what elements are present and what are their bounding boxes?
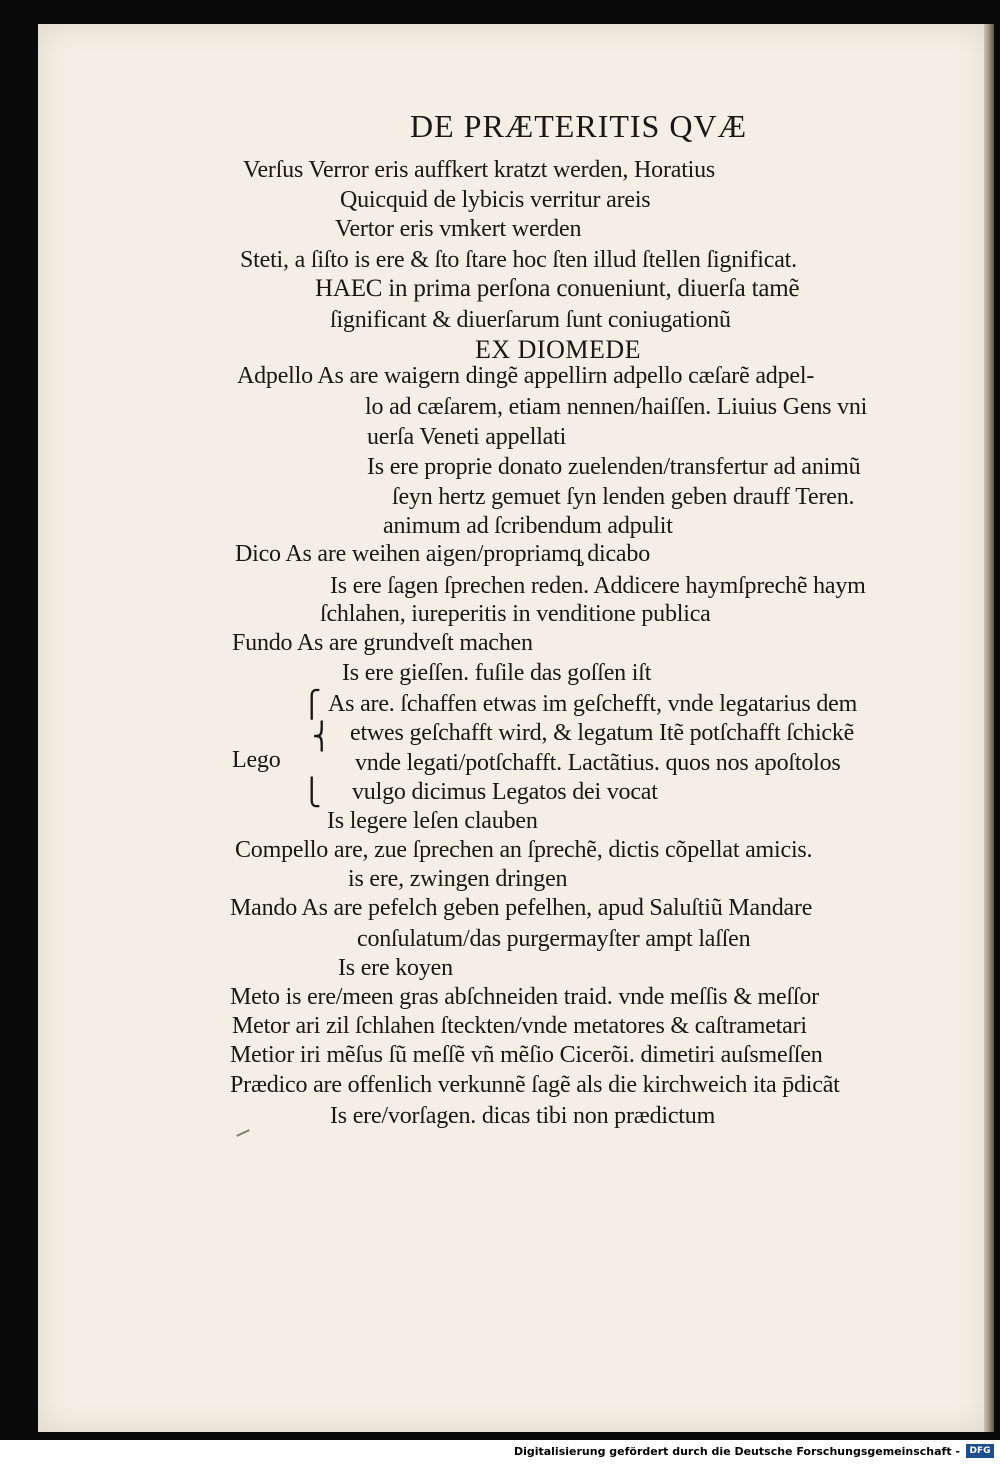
text-line: vnde legati/potſchafft. Lactãtius. quos nos apoſtolos: [355, 750, 841, 776]
text-line: Fundo As are grundveſt machen: [232, 630, 533, 656]
text-line: ſchlahen, iureperitis in venditione publica: [320, 601, 711, 627]
text-line: ſeyn hertz gemuet ſyn lenden geben drauff Teren.: [392, 484, 855, 510]
text-line: uerſa Veneti appellati: [367, 424, 567, 450]
text-line: Is ere koyen: [338, 955, 453, 981]
text-line: Is ere proprie donato zuelenden/transfertur ad animũ: [367, 454, 861, 480]
text-line: ſignificant & diuerſarum ſunt coniugationũ: [330, 307, 731, 333]
text-line: Adpello As are waigern dingẽ appellirn adpello cæſarẽ adpel-: [237, 363, 815, 389]
brace-bottom: ⎩: [302, 778, 322, 807]
text-line: vulgo dicimus Legatos dei vocat: [352, 779, 658, 805]
text-line: Steti, a ſiſto is ere & ſto ſtare hoc ſten illud ſtellen ſignificat.: [240, 247, 797, 273]
text-line: Metior iri mẽſus ſũ meſſẽ vñ mẽſio Cicerõi. dimetiri auſsmeſſen: [230, 1042, 823, 1068]
text-line: Is ere gieſſen. fuſile das goſſen iſt: [342, 660, 652, 686]
text-line: Compello are, zue ſprechen an ſprechẽ, dictis cõpellat amicis.: [235, 837, 813, 863]
text-line: Is ere ſagen ſprechen reden. Addicere haymſprechẽ haym: [330, 573, 866, 599]
page-heading: DE PRÆTERITIS QVÆ: [410, 108, 748, 144]
text-line: lo ad cæſarem, etiam nennen/haiſſen. Liuius Gens vni: [365, 394, 868, 420]
text-line: Dico As are weihen aigen/propriamq̧ dicabo: [235, 541, 650, 567]
section-heading: EX DIOMEDE: [475, 335, 642, 364]
text-line: conſulatum/das purgermayſter ampt laſſen: [357, 926, 751, 952]
text-line: etwes geſchafft wird, & legatum Itẽ potſchafft ſchickẽ: [350, 720, 855, 746]
footer-bar: [0, 1440, 1000, 1465]
brace-top: ⎧: [302, 690, 322, 719]
text-line: Mando As are pefelch geben pefelhen, apud Saluſtiũ Mandare: [230, 895, 813, 921]
text-line: Is ere/vorſagen. dicas tibi non prædictum: [330, 1103, 716, 1129]
text-line: Vertor eris vmkert werden: [335, 216, 582, 242]
lemma-label: Lego: [232, 747, 281, 773]
text-line: As are. ſchaffen etwas im geſchefft, vnde legatarius dem: [328, 691, 858, 717]
text-line: HAEC in prima perſona conueniunt, diuerſa tamẽ: [315, 275, 800, 302]
text-line: is ere, zwingen dringen: [348, 866, 568, 892]
text-line: Quicquid de lybicis verritur areis: [340, 187, 651, 213]
text-line: Prædico are offenlich verkunnẽ ſagẽ als die kirchweich ita p̄dicãt: [230, 1072, 840, 1098]
text-line: Is legere leſen clauben: [327, 808, 538, 834]
text-line: Verſus Verror eris auffkert kratzt werden, Horatius: [243, 157, 716, 183]
funding-credit: Digitalisierung gefördert durch die Deutsche Forschungsgemeinschaft -: [513, 1445, 960, 1458]
text-line: Metor ari zil ſchlahen ſteckten/vnde metatores & caſtrametari: [232, 1013, 807, 1039]
dfg-logo: DFG: [966, 1444, 994, 1458]
text-line: animum ad ſcribendum adpulit: [383, 513, 673, 539]
brace-mid: ⎨: [312, 722, 332, 751]
text-line: Meto is ere/meen gras abſchneiden traid. vnde meſſis & meſſor: [230, 984, 819, 1010]
page-gutter: [984, 24, 994, 1432]
